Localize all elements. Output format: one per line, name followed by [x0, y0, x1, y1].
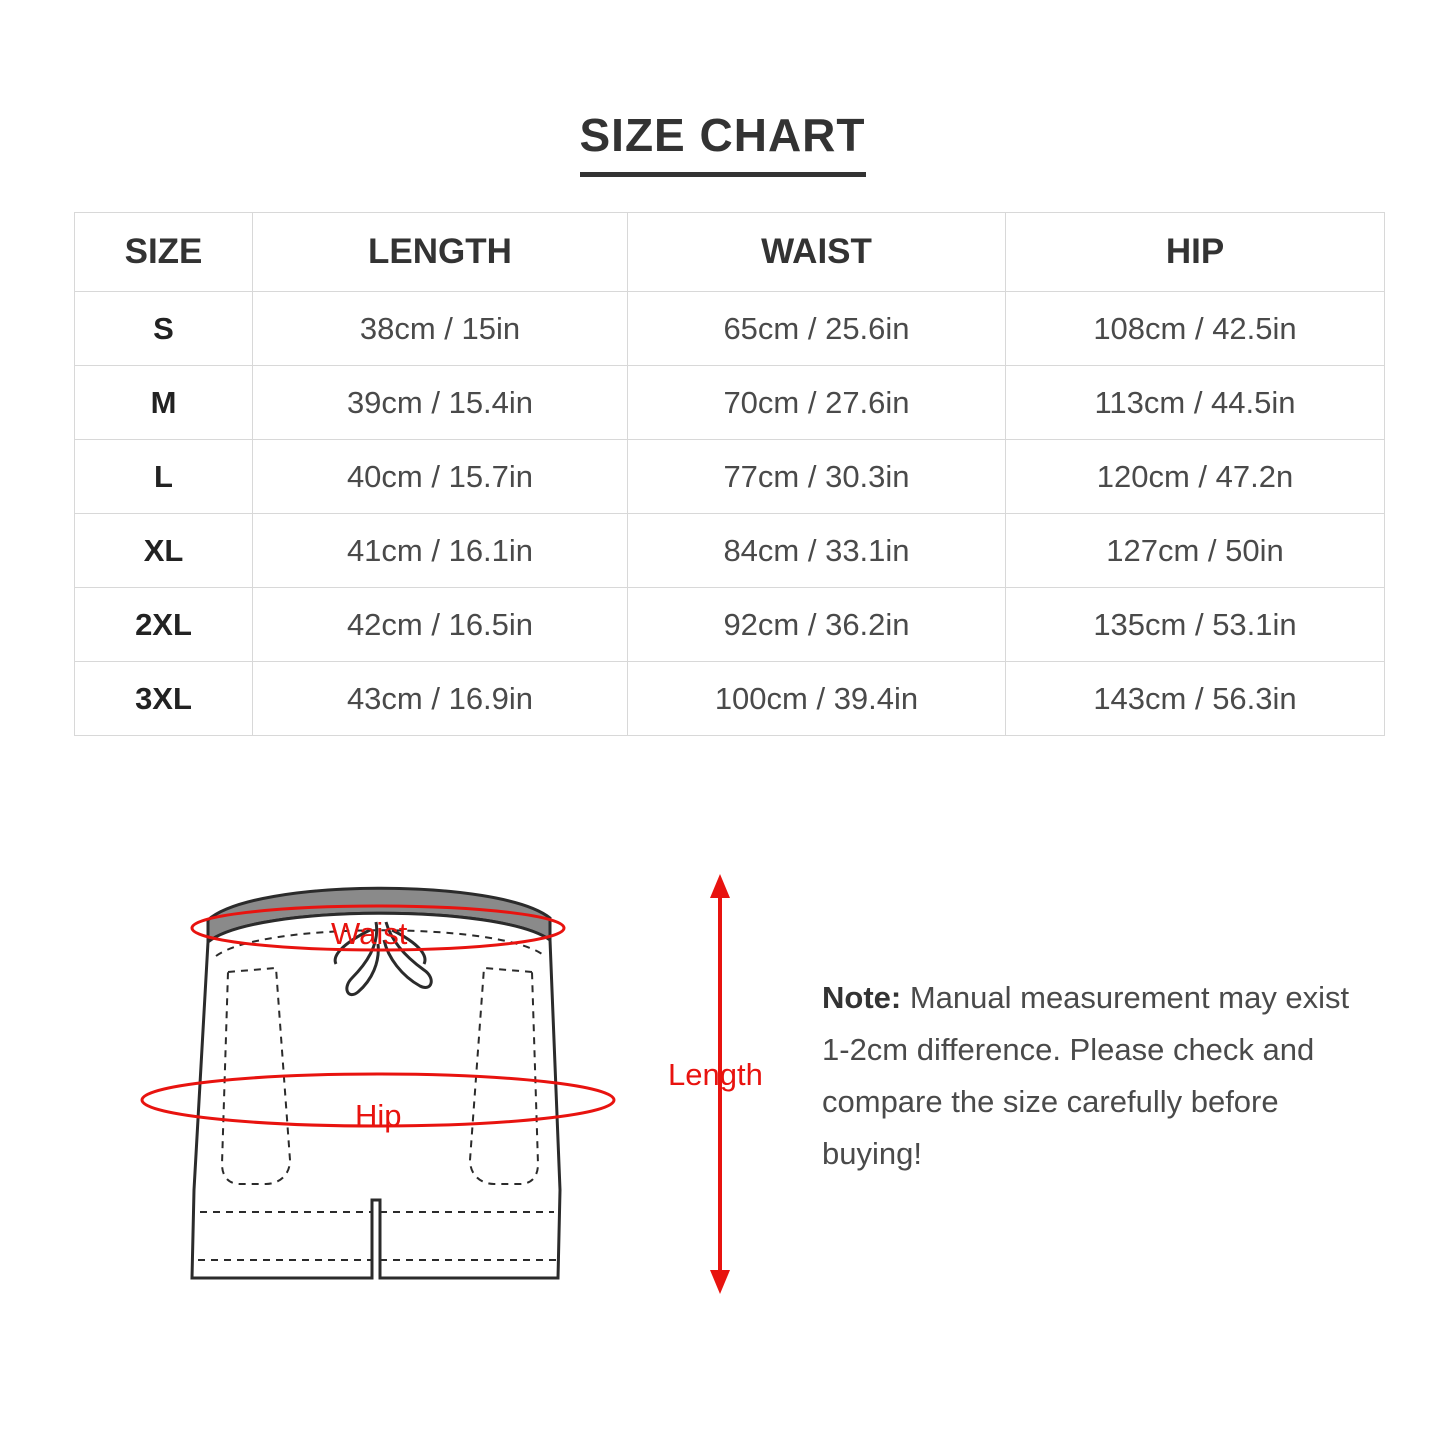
- cell-size: 2XL: [75, 588, 253, 662]
- cell-hip: 135cm / 53.1in: [1006, 588, 1385, 662]
- note-body: Manual measurement may exist 1-2cm difference. Please check and compare the size carefully before buying!: [822, 980, 1350, 1171]
- cell-length: 41cm / 16.1in: [253, 514, 628, 588]
- cell-length: 39cm / 15.4in: [253, 366, 628, 440]
- cell-hip: 120cm / 47.2n: [1006, 440, 1385, 514]
- table-header-hip: HIP: [1006, 213, 1385, 292]
- cell-waist: 77cm / 30.3in: [628, 440, 1006, 514]
- table-header-waist: WAIST: [628, 213, 1006, 292]
- cell-size: M: [75, 366, 253, 440]
- table-header: [75, 213, 1385, 292]
- table-row: [75, 662, 1385, 736]
- cell-size: XL: [75, 514, 253, 588]
- table-header-row: [75, 213, 1385, 292]
- table-row: [75, 366, 1385, 440]
- cell-length: 38cm / 15in: [253, 292, 628, 366]
- table-row: [75, 440, 1385, 514]
- hip-label: Hip: [355, 1098, 402, 1133]
- length-label: Length: [668, 1057, 763, 1092]
- cell-length: 40cm / 15.7in: [253, 440, 628, 514]
- cell-hip: 127cm / 50in: [1006, 514, 1385, 588]
- shorts-diagram: [80, 860, 800, 1330]
- waist-label: Waist: [331, 916, 408, 951]
- cell-hip: 143cm / 56.3in: [1006, 662, 1385, 736]
- shorts-illustration-svg: [80, 860, 800, 1330]
- cell-size: L: [75, 440, 253, 514]
- table-row: [75, 514, 1385, 588]
- note-text: [822, 972, 1382, 1180]
- cell-size: 3XL: [75, 662, 253, 736]
- cell-waist: 92cm / 36.2in: [628, 588, 1006, 662]
- cell-length: 42cm / 16.5in: [253, 588, 628, 662]
- note-prefix: Note:: [822, 980, 902, 1015]
- table-header-size: SIZE: [75, 213, 253, 292]
- cell-hip: 108cm / 42.5in: [1006, 292, 1385, 366]
- size-chart-table: [74, 212, 1385, 736]
- cell-waist: 100cm / 39.4in: [628, 662, 1006, 736]
- cell-waist: 65cm / 25.6in: [628, 292, 1006, 366]
- cell-size: S: [75, 292, 253, 366]
- length-arrow-bottom-icon: [710, 1270, 730, 1294]
- length-arrow-top-icon: [710, 874, 730, 898]
- cell-length: 43cm / 16.9in: [253, 662, 628, 736]
- cell-hip: 113cm / 44.5in: [1006, 366, 1385, 440]
- table-row: [75, 588, 1385, 662]
- page-title-container: [0, 108, 1445, 177]
- table-header-length: LENGTH: [253, 213, 628, 292]
- cell-waist: 84cm / 33.1in: [628, 514, 1006, 588]
- cell-waist: 70cm / 27.6in: [628, 366, 1006, 440]
- page-title: SIZE CHART: [580, 108, 866, 177]
- table-body: [75, 292, 1385, 736]
- table-row: [75, 292, 1385, 366]
